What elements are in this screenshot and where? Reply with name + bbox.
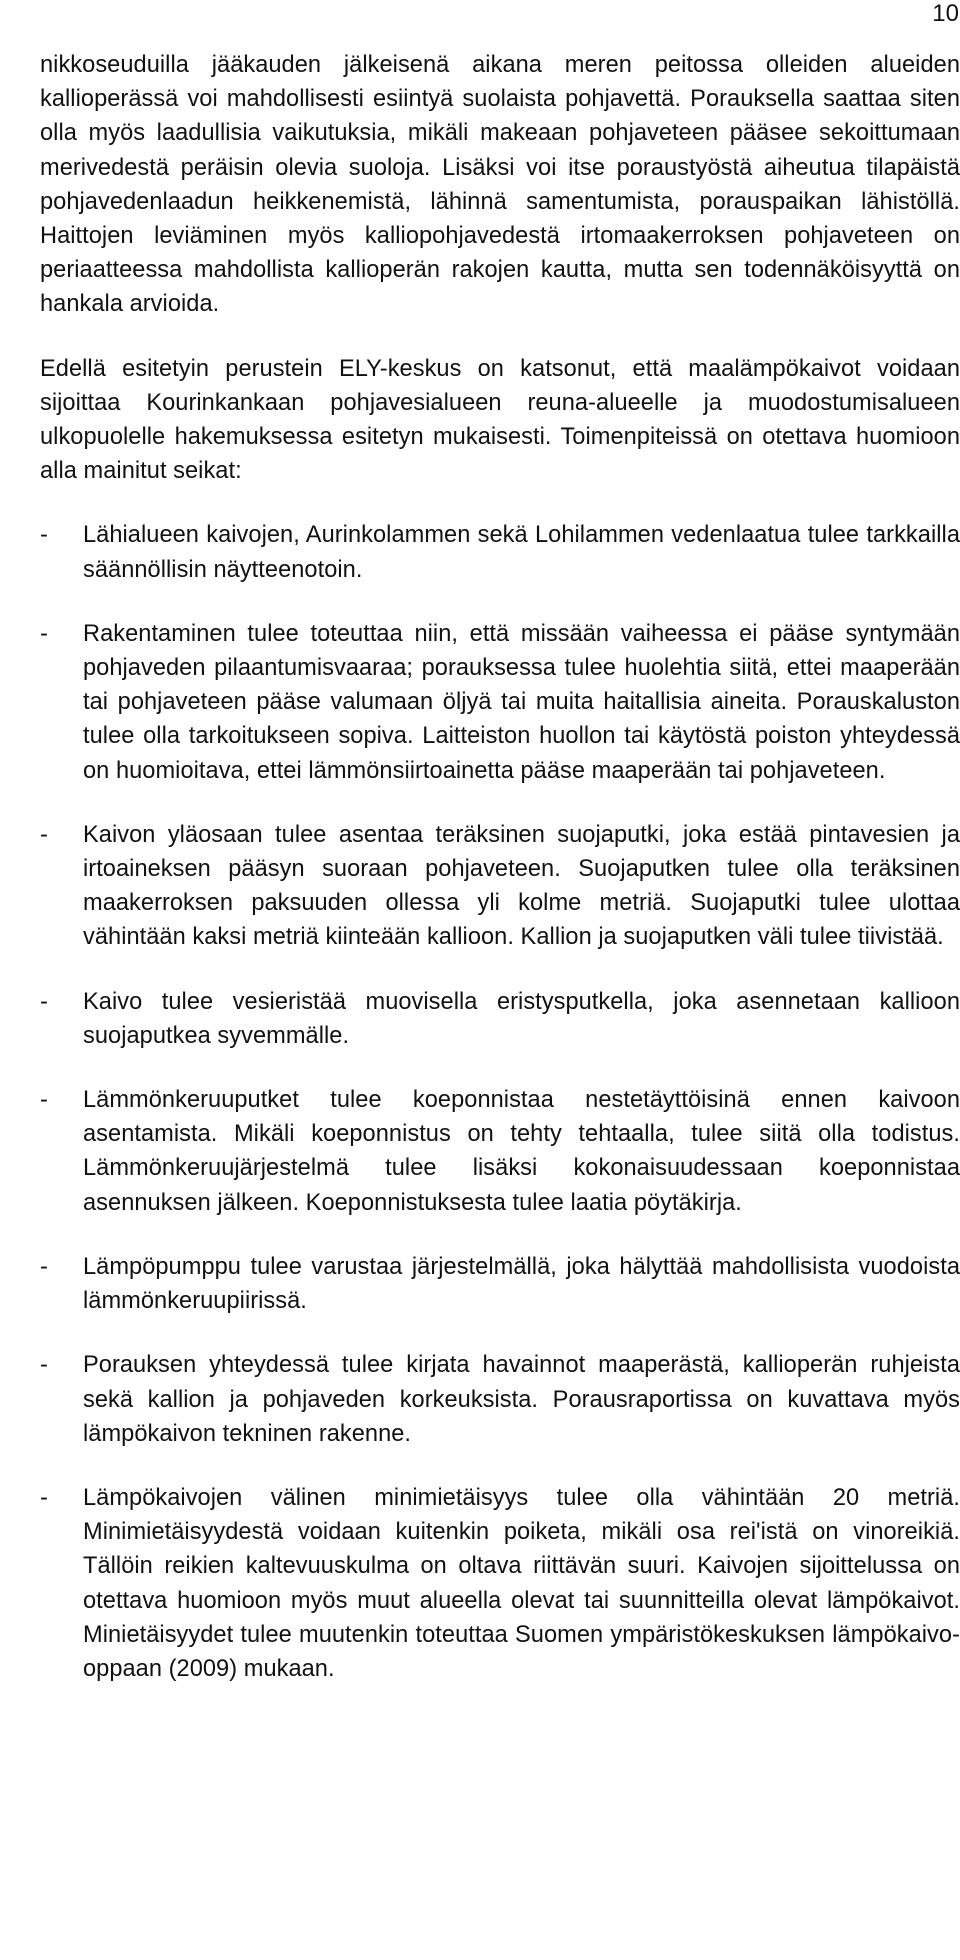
- list-item-text: Kaivon yläosaan tulee asentaa teräksinen suojaputki, joka estää pintavesien ja irtoaineksen pääsyn suoraan pohjaveteen. Suojaputken tulee olla teräksinen maakerroksen paksuuden ollessa yli kolme metriä. Suojaputki tulee ulottaa vähintään kaksi metriä kiinteään kallioon. Kallion ja suojaputken väli tulee tiivistää.: [83, 821, 960, 951]
- bullet-dash: -: [40, 1352, 48, 1379]
- list-item: [40, 1083, 960, 1220]
- bullet-dash: -: [40, 1253, 48, 1280]
- document-body: [40, 48, 960, 1686]
- paragraph-groundwater-effects: nikkoseuduilla jääkauden jälkeisenä aikana meren peitossa olleiden alueiden kallioperässä voi mahdollisesti esiintyä suolaista pohjavettä. Porauksella saattaa siten olla myös laadullisia vaikutuksia, mikäli makeaan pohjaveteen pääsee sekoittumaan merivedestä peräisin olevia suoloja. Lisäksi voi itse poraustyöstä aiheutua tilapäistä pohjavedenlaadun heikkenemistä, lähinnä samentumista, porauspaikan lähistöllä. Haittojen leviäminen myös kalliopohjavedestä irtomaakerroksen pohjaveteen on periaatteessa mahdollista kallioperän rakojen kautta, mutta sen todennäköisyyttä on hankala arvioida.: [40, 52, 960, 318]
- list-item-text: Lämpökaivojen välinen minimietäisyys tulee olla vähintään 20 metriä. Minimietäisyydestä voidaan kuitenkin poiketa, mikäli osa rei'istä on vinoreikiä. Tällöin reikien kaltevuuskulma on oltava riittävän suuri. Kaivojen sijoittelussa on otettava huomioon myös muut alueella olevat tai suunnitteilla olevat lämpökaivot. Minietäisyydet tulee muutenkin toteuttaa Suomen ympäristökeskuksen lämpökaivo-oppaan (2009) mukaan.: [83, 1484, 960, 1682]
- bullet-dash: -: [40, 620, 48, 647]
- list-item-text: Kaivo tulee vesieristää muovisella eristysputkella, joka asennetaan kallioon suojaputkea syvemmälle.: [83, 988, 960, 1049]
- bullet-dash: -: [40, 821, 48, 848]
- list-item-text: Lämmönkeruuputket tulee koeponnistaa nestetäyttöisinä ennen kaivoon asentamista. Mikäli koeponnistus on tehty tehtaalla, tulee siitä olla todistus. Lämmönkeruujärjestelmä tulee lisäksi kokonaisuudessaan koeponnistaa asennuksen jälkeen. Koeponnistuksesta tulee laatia pöytäkirja.: [83, 1087, 960, 1216]
- list-item: [40, 985, 960, 1053]
- paragraph-ely-decision: Edellä esitetyin perustein ELY-keskus on katsonut, että maalämpökaivot voidaan sijoittaa Kourinkankaan pohjavesialueen reuna-alueelle ja muodostumisalueen ulkopuolelle hakemuksessa esitetyn mukaisesti. Toimenpiteissä on otettava huomioon alla mainitut seikat:: [40, 355, 960, 485]
- list-item: [40, 818, 960, 955]
- list-item-text: Porauksen yhteydessä tulee kirjata havainnot maaperästä, kallioperän ruhjeista sekä kallion ja pohjaveden korkeuksista. Porausraportissa on kuvattava myös lämpökaivon tekninen rakenne.: [83, 1352, 960, 1447]
- list-item: [40, 518, 960, 586]
- list-item-text: Lähialueen kaivojen, Aurinkolammen sekä Lohilammen vedenlaatua tulee tarkkailla säännöllisin näytteenotoin.: [83, 522, 960, 583]
- bullet-dash: -: [40, 988, 48, 1015]
- list-item: [40, 1250, 960, 1318]
- list-item: [40, 1348, 960, 1451]
- bullet-dash: -: [40, 1087, 48, 1114]
- list-item: [40, 617, 960, 788]
- page-number: 10: [932, 0, 959, 27]
- list-item-text: Rakentaminen tulee toteuttaa niin, että missään vaiheessa ei pääse syntymään pohjaveden pilaantumisvaaraa; porauksessa tulee huolehtia siitä, ettei maaperään tai pohjaveteen pääse valumaan öljyä tai muita haitallisia aineita. Porauskaluston tulee olla tarkoitukseen sopiva. Laitteiston huollon tai käytöstä poiston yhteydessä on huomioitava, ettei lämmönsiirtoainetta pääse maaperään tai pohjaveteen.: [83, 620, 960, 784]
- list-item-text: Lämpöpumppu tulee varustaa järjestelmällä, joka hälyttää mahdollisista vuodoista lämmönkeruupiirissä.: [83, 1253, 960, 1315]
- bullet-dash: -: [40, 522, 48, 549]
- list-item: [40, 1481, 960, 1686]
- bullet-dash: -: [40, 1484, 48, 1511]
